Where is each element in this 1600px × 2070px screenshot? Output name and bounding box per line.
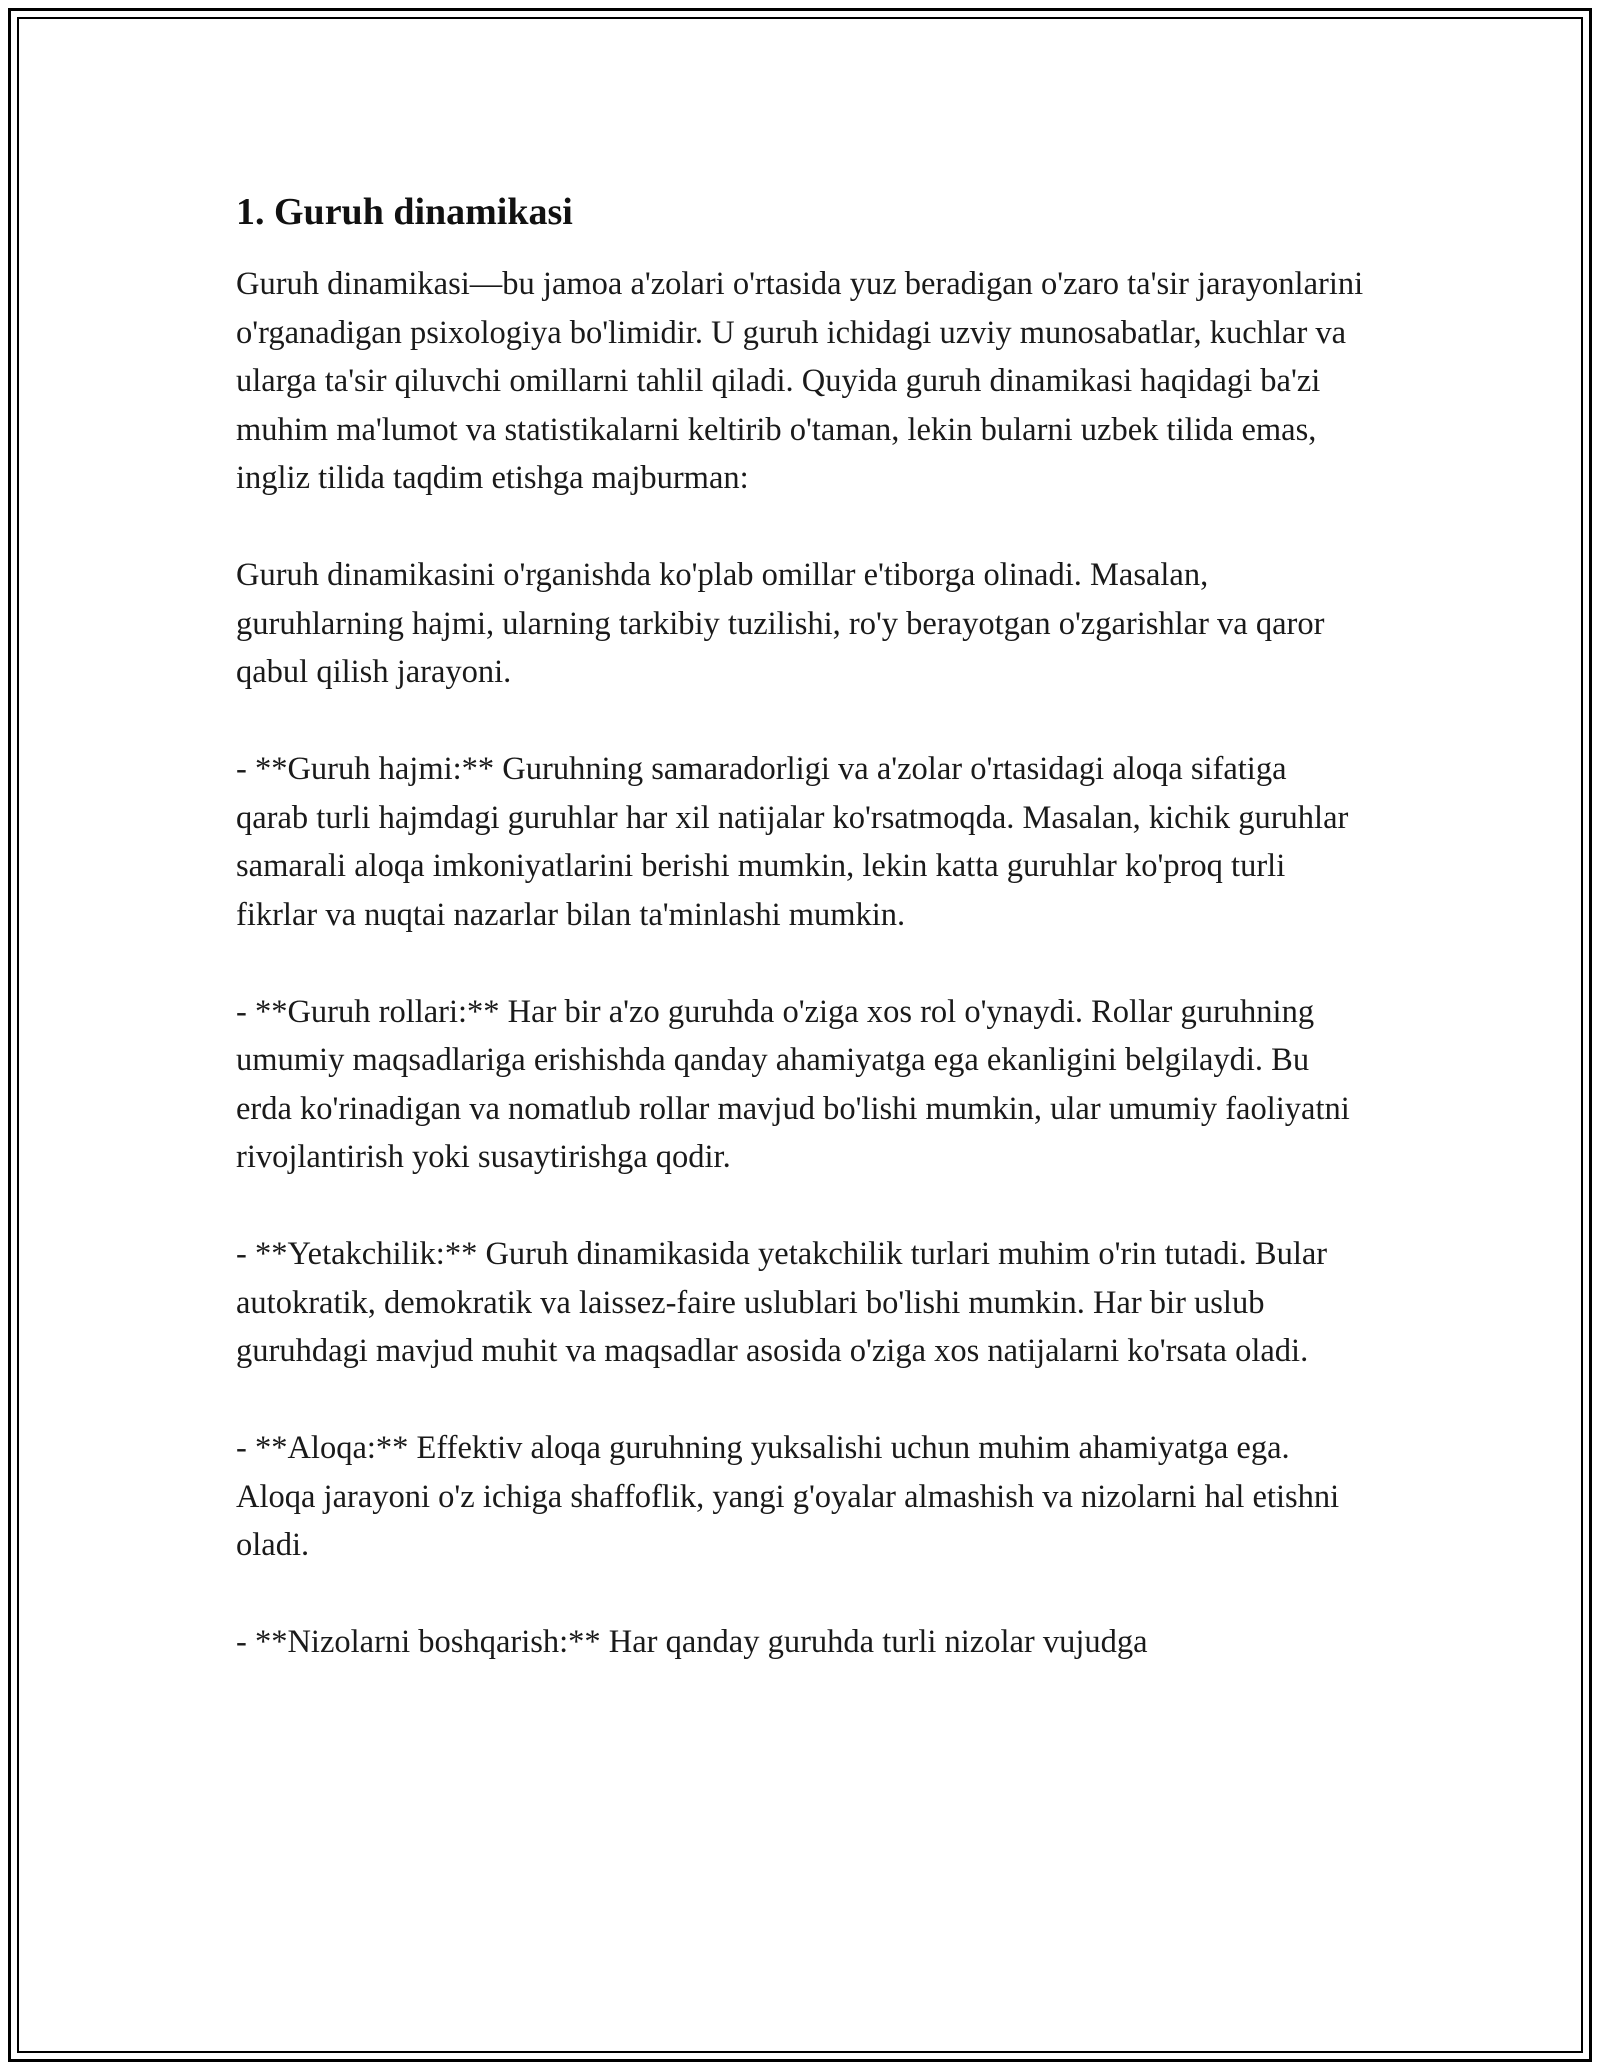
paragraph-factors: Guruh dinamikasini o'rganishda ko'plab omillar e'tiborga olinadi. Masalan, guruhlarning hajmi, ularning tarkibiy tuzilishi, ro'y berayotgan o'zgarishlar va qaror qabul qilish jarayoni.	[236, 557, 1325, 690]
list-item-leadership: - **Yetakchilik:** Guruh dinamikasida yetakchilik turlari muhim o'rin tutadi. Bular autokratik, demokratik va laissez-faire uslublari bo'lishi mumkin. Har bir uslub guruhdagi mavjud muhit va maqsadlar asosida o'ziga xos natijalarni ko'rsata oladi.	[236, 1236, 1328, 1369]
list-item-communication: - **Aloqa:** Effektiv aloqa guruhning yuksalishi uchun muhim ahamiyatga ega. Aloqa jarayoni o'z ichiga shaffoflik, yangi g'oyalar almashish va nizolarni hal etishni oladi.	[236, 1430, 1340, 1563]
paragraph-intro: Guruh dinamikasi—bu jamoa a'zolari o'rtasida yuz beradigan o'zaro ta'sir jarayonlarini o'rganadigan psixologiya bo'limidir. U guruh ichidagi uzviy munosabatlar, kuchlar va ularga ta'sir qiluvchi omillarni tahlil qiladi. Quyida guruh dinamikasi haqidagi ba'zi muhim ma'lumot va statistikalarni keltirib o'taman, lekin bularni uzbek tilida emas, ingliz tilida taqdim etishga majburman:	[236, 266, 1364, 496]
list-item-group-roles: - **Guruh rollari:** Har bir a'zo guruhda o'ziga xos rol o'ynaydi. Rollar guruhning umumiy maqsadlariga erishishda qanday ahamiyatga ega ekanligini belgilaydi. Bu erda ko'rinadigan va nomatlub rollar mavjud bo'lishi mumkin, ular umumiy faoliyatni rivojlantirish yoki susaytirishga qodir.	[236, 993, 1350, 1175]
section-heading: 1. Guruh dinamikasi	[236, 191, 573, 233]
list-item-conflict-management: - **Nizolarni boshqarish:** Har qanday guruhda turli nizolar vujudga	[236, 1624, 1148, 1660]
list-item-group-size: - **Guruh hajmi:** Guruhning samaradorligi va a'zolar o'rtasidagi aloqa sifatiga qarab turli hajmdagi guruhlar har xil natijalar ko'rsatmoqda. Masalan, kichik guruhlar samarali aloqa imkoniyatlarini berishi mumkin, lekin katta guruhlar ko'proq turli fikrlar va nuqtai nazarlar bilan ta'minlashi mumkin.	[236, 751, 1349, 933]
document-body	[236, 188, 1366, 1715]
